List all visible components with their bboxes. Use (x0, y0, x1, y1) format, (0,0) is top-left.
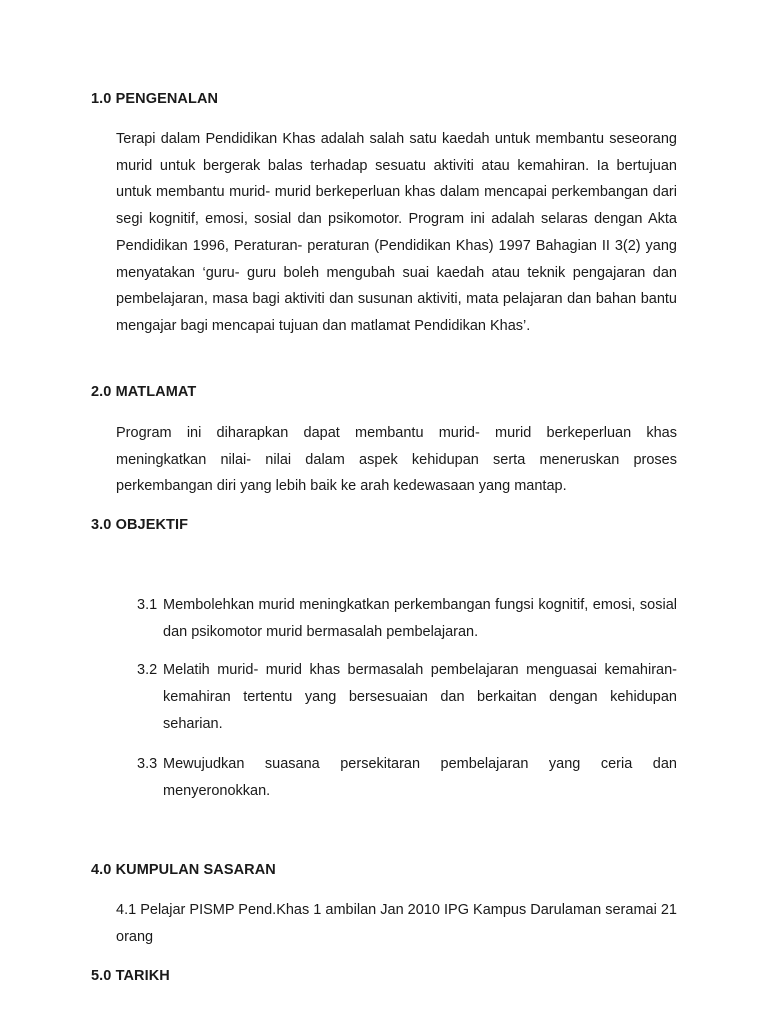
objective-item (137, 592, 677, 646)
section-heading-pengenalan: 1.0 PENGENALAN (91, 91, 219, 107)
objective-text: Mewujudkan suasana persekitaran pembelajaran yang ceria dan menyeronokkan. (163, 756, 677, 799)
objective-text: Membolehkan murid meningkatkan perkembangan fungsi kognitif, emosi, sosial dan psikomotor murid bermasalah pembelajaran. (163, 597, 677, 640)
section-body-matlamat: Program ini diharapkan dapat membantu murid- murid berkeperluan khas meningkatkan nilai- nilai dalam aspek kehidupan serta meneruskan proses perkembangan diri yang lebih baik ke arah kedewasaan yang mantap. (116, 425, 677, 495)
objective-number: 3.1 (137, 597, 158, 613)
section-heading-tarikh: 5.0 TARIKH (91, 968, 170, 984)
section-body-kumpulan-sasaran: 4.1 Pelajar PISMP Pend.Khas 1 ambilan Jan 2010 IPG Kampus Darulaman seramai 21 orang (116, 902, 677, 945)
objective-item (137, 751, 677, 805)
objective-number: 3.2 (137, 662, 158, 678)
section-heading-kumpulan-sasaran: 4.0 KUMPULAN SASARAN (91, 862, 276, 878)
section-body-pengenalan: Terapi dalam Pendidikan Khas adalah salah satu kaedah untuk membantu seseorang murid untuk bergerak balas terhadap sesuatu aktiviti atau kemahiran. Ia bertujuan untuk membantu murid- murid berkeperluan khas dalam mencapai perkembangan dari segi kognitif, emosi, sosial dan psikomotor. Program ini adalah selaras dengan Akta Pendidikan 1996, Peraturan- peraturan (Pendidikan Khas) 1997 Bahagian II 3(2) yang menyatakan ‘guru- guru boleh mengubah suai kaedah atau teknik pengajaran dan pembelajaran, masa bagi aktiviti dan susunan aktiviti, mata pelajaran dan bahan bantu mengajar bagi mencapai tujuan dan matlamat Pendidikan Khas’. (116, 131, 677, 334)
objective-number: 3.3 (137, 756, 158, 772)
section-heading-objektif: 3.0 OBJEKTIF (91, 517, 189, 533)
objective-item (137, 657, 677, 738)
section-heading-matlamat: 2.0 MATLAMAT (91, 384, 197, 400)
objective-text: Melatih murid- murid khas bermasalah pembelajaran menguasai kemahiran- kemahiran tertentu yang bersesuaian dan berkaitan dengan kehidupan seharian. (163, 662, 677, 732)
